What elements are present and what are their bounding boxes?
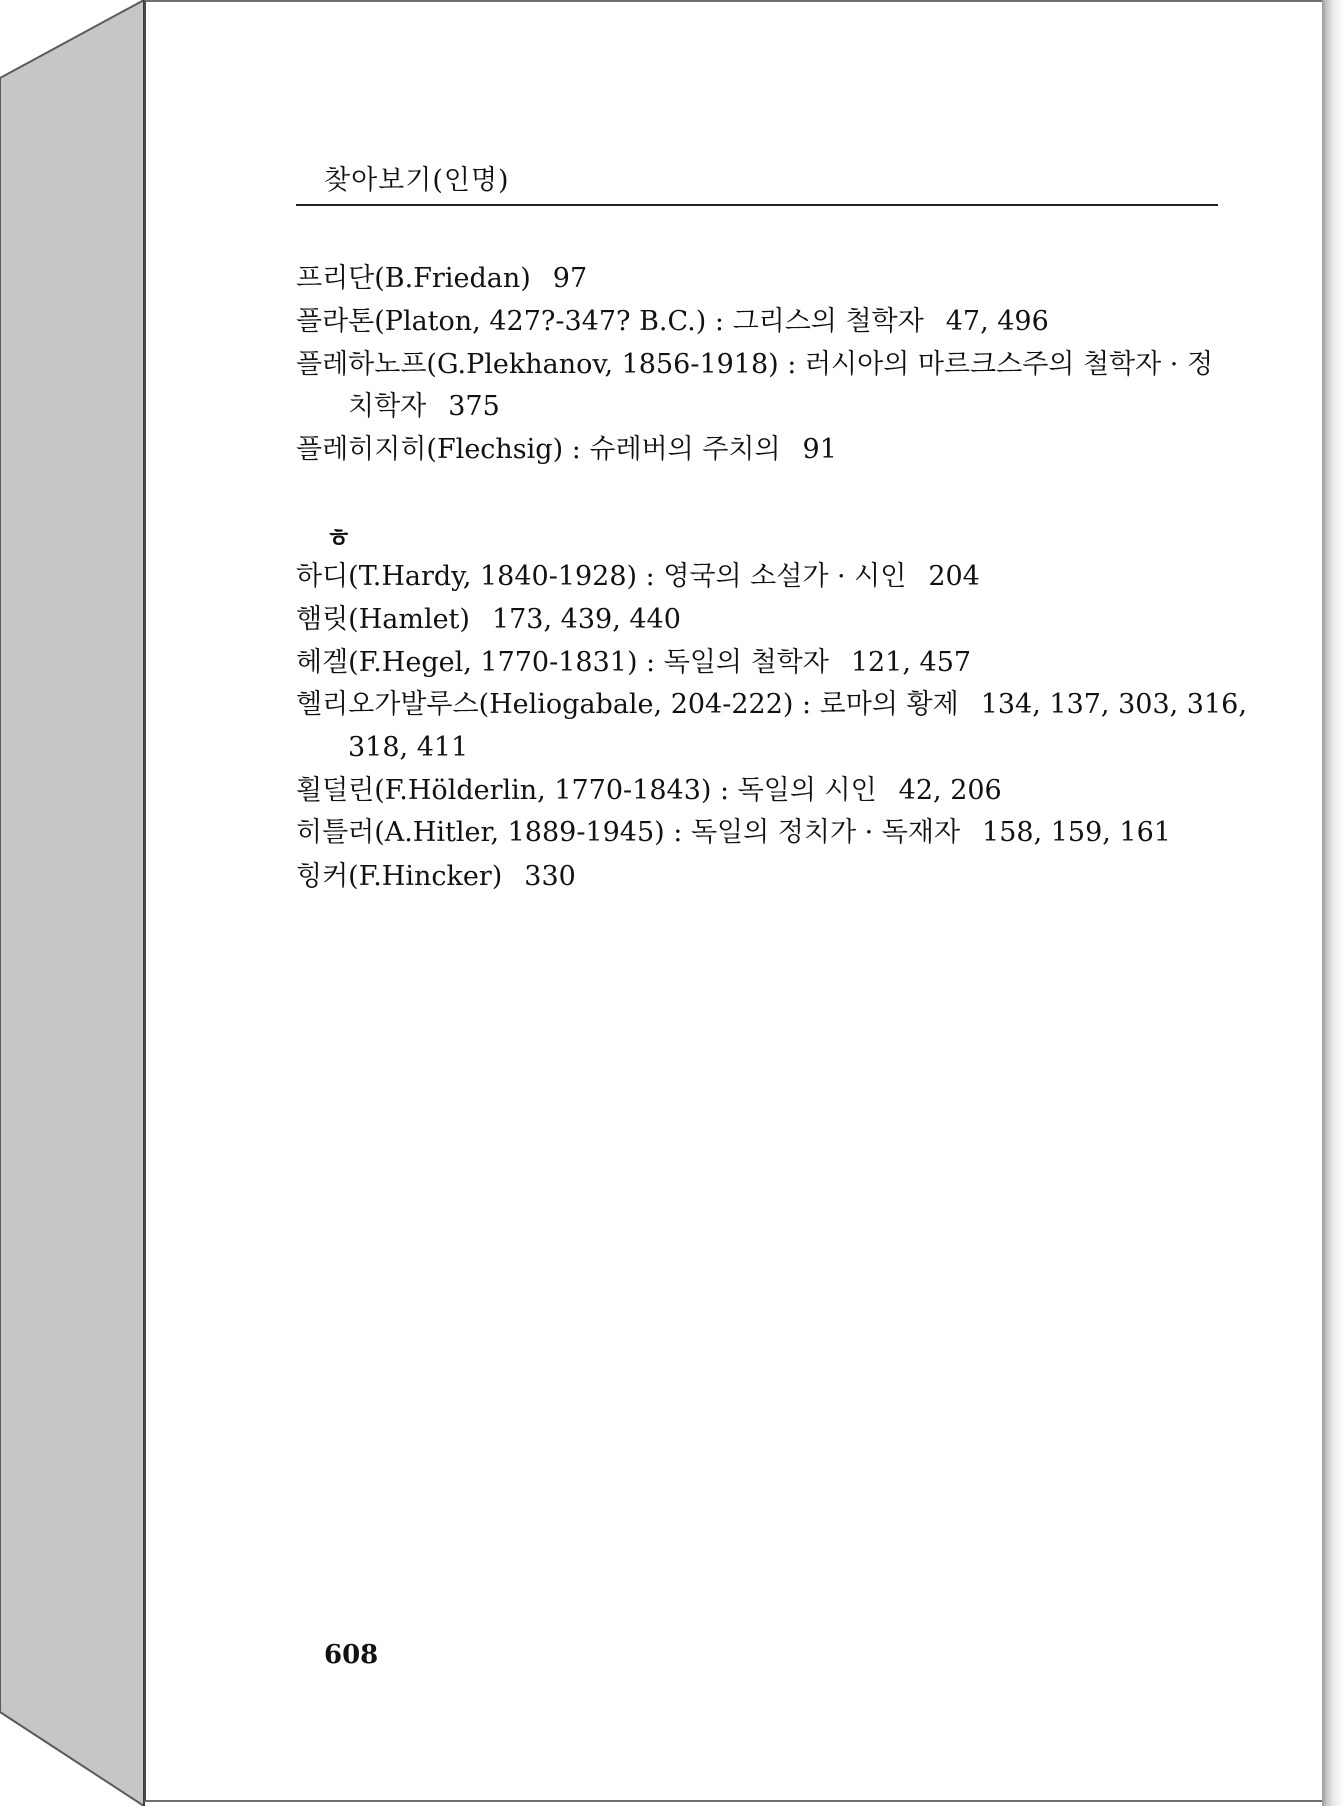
entry-text: 플라톤(Platon, 427?-347? B.C.) : 그리스의 철학자 bbox=[296, 306, 924, 337]
entry-pages: 158, 159, 161 bbox=[982, 817, 1171, 848]
entry-pages: 42, 206 bbox=[898, 775, 1002, 806]
entry-text: 헤겔(F.Hegel, 1770-1831) : 독일의 철학자 bbox=[296, 647, 829, 678]
entry-text: 힝커(F.Hincker) bbox=[296, 861, 503, 892]
entry-text: 히틀러(A.Hitler, 1889-1945) : 독일의 정치가 · 독재자 bbox=[296, 817, 961, 848]
section-letter: ㅎ bbox=[326, 524, 352, 554]
index-entry bbox=[296, 688, 1247, 722]
index-entry bbox=[296, 774, 1002, 808]
index-entry bbox=[296, 860, 576, 894]
entry-pages: 121, 457 bbox=[850, 647, 972, 678]
entry-text: 플레하노프(G.Plekhanov, 1856-1918) : 러시아의 마르크스주의 철학자 · 정 bbox=[296, 349, 1214, 380]
index-entry bbox=[296, 433, 837, 467]
entry-text: 하디(T.Hardy, 1840-1928) : 영국의 소설가 · 시인 bbox=[296, 561, 907, 592]
entry-text: 치학자 bbox=[348, 391, 427, 422]
index-entry-continuation bbox=[348, 390, 500, 424]
running-header-title: 찾아보기(인명) bbox=[324, 165, 510, 196]
index-entry bbox=[296, 603, 681, 637]
book-spine bbox=[0, 0, 150, 1806]
page-number: 608 bbox=[324, 1640, 379, 1670]
index-entry-continuation bbox=[348, 731, 468, 765]
entry-text: 플레히지히(Flechsig) : 슈레버의 주치의 bbox=[296, 434, 781, 465]
entry-pages: 97 bbox=[552, 263, 588, 294]
entry-pages: 134, 137, 303, 316, bbox=[980, 689, 1247, 720]
index-entry bbox=[296, 348, 1213, 382]
entry-text: 햄릿(Hamlet) bbox=[296, 604, 470, 635]
index-entry bbox=[296, 305, 1049, 339]
index-entry bbox=[296, 646, 971, 680]
entry-text: 헬리오가발루스(Heliogabale, 204-222) : 로마의 황제 bbox=[296, 689, 959, 720]
entry-pages: 375 bbox=[448, 391, 500, 422]
entry-pages: 173, 439, 440 bbox=[491, 604, 681, 635]
index-entry bbox=[296, 560, 980, 594]
header-rule bbox=[296, 204, 1218, 206]
entry-pages: 91 bbox=[802, 434, 837, 465]
entry-pages: 47, 496 bbox=[945, 306, 1049, 337]
index-entry bbox=[296, 262, 587, 296]
entry-text: 318, 411 bbox=[348, 732, 469, 763]
entry-pages: 330 bbox=[524, 861, 576, 892]
entry-text: 프리단(B.Friedan) bbox=[296, 263, 531, 294]
page-edge-shadow bbox=[1322, 0, 1344, 1806]
entry-text: 횔덜린(F.Hölderlin, 1770-1843) : 독일의 시인 bbox=[296, 775, 877, 806]
index-entry bbox=[296, 816, 1171, 850]
entry-pages: 204 bbox=[928, 561, 980, 592]
